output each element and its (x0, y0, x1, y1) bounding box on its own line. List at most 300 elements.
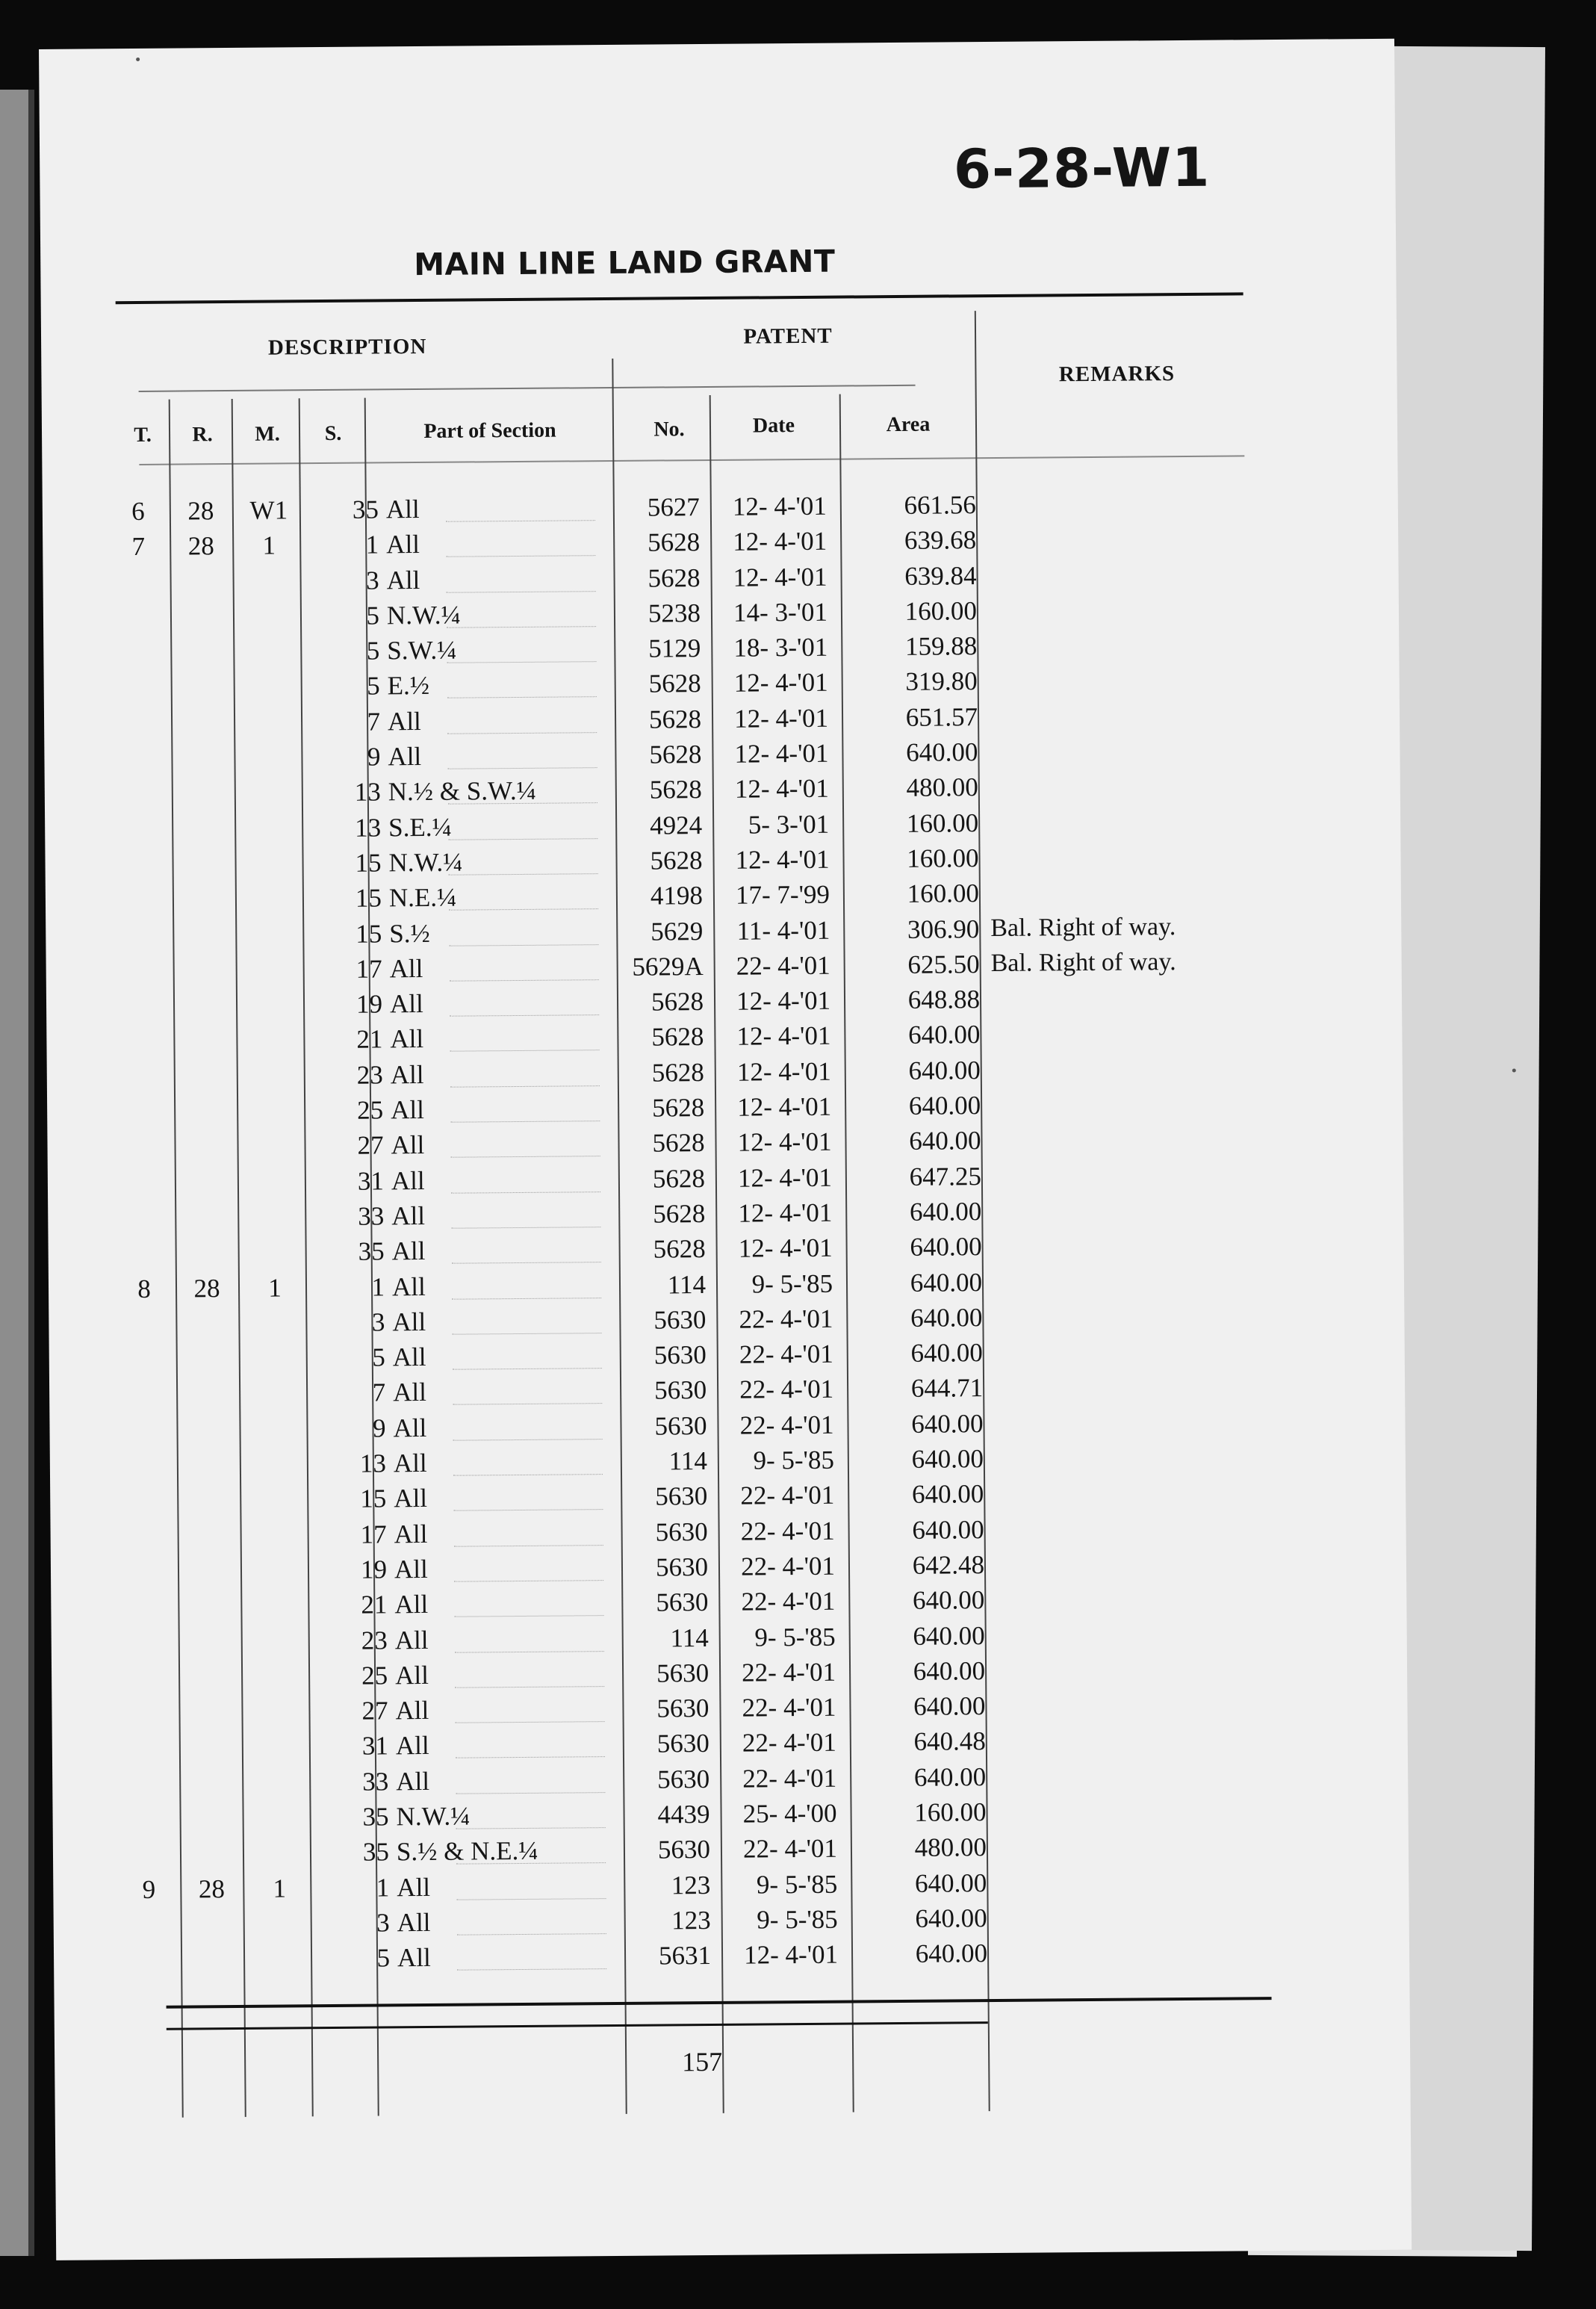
part-of-section-cell: All (394, 1484, 428, 1513)
patent-number-cell: 5628 (651, 1057, 704, 1088)
col-header-m: M. (255, 422, 280, 446)
leader-dots (457, 1968, 606, 1971)
part-of-section-cell: N.E.¼ (388, 882, 457, 913)
area-cell: 640.00 (909, 1126, 981, 1156)
range-cell: 28 (187, 531, 214, 561)
area-cell: 661.56 (904, 490, 976, 520)
patent-number-cell: 4439 (657, 1800, 710, 1829)
part-of-section-cell: All (390, 1024, 424, 1054)
area-cell: 640.00 (910, 1338, 983, 1369)
part-of-section-cell: All (394, 1625, 429, 1655)
meridian-cell (243, 1520, 310, 1521)
section-cell: 1 (371, 1271, 385, 1302)
area-cell: 640.00 (913, 1620, 985, 1651)
leader-dots (447, 661, 596, 663)
leader-dots (453, 1368, 602, 1370)
leader-dots (447, 732, 597, 734)
leader-dots (454, 1580, 603, 1582)
patent-number-cell: 5630 (653, 1304, 707, 1335)
patent-number-cell: 5628 (652, 1163, 706, 1194)
patent-date-cell: 22- 4-'01 (742, 1763, 837, 1794)
section-cell: 19 (355, 989, 383, 1019)
patent-date-cell: 12- 4-'01 (733, 527, 828, 557)
area-cell: 644.71 (910, 1373, 984, 1404)
patent-date-cell: 25- 4-'00 (742, 1798, 837, 1829)
range-cell: 28 (198, 1873, 225, 1903)
section-cell: 19 (360, 1555, 388, 1584)
meridian-cell: W1 (249, 495, 288, 525)
leader-dots (448, 838, 597, 840)
area-cell: 640.00 (914, 1868, 987, 1898)
range-cell: 28 (193, 1273, 220, 1303)
part-of-section-cell: All (388, 742, 422, 772)
patent-date-cell: 9- 5-'85 (757, 1904, 838, 1935)
meridian-cell: 1 (262, 530, 276, 560)
description-header: DESCRIPTION (267, 334, 427, 360)
meridian-cell (240, 1167, 308, 1168)
meridian-cell (243, 1485, 310, 1486)
section-cell: 3 (371, 1307, 385, 1337)
section-cell: 5 (376, 1943, 391, 1973)
leader-dots (450, 1085, 600, 1088)
section-cell: 1 (365, 530, 379, 560)
patent-date-cell: 12- 4-'01 (734, 703, 829, 734)
patent-header: PATENT (743, 323, 833, 349)
leader-dots (451, 1227, 600, 1229)
area-cell: 640.00 (910, 1232, 982, 1262)
part-of-section-cell: All (392, 1377, 427, 1407)
section-cell: 7 (367, 707, 381, 737)
paper-speck (1512, 1069, 1516, 1073)
patent-date-cell: 9- 5-'85 (751, 1268, 833, 1299)
patent-date-cell: 22- 4-'01 (739, 1374, 834, 1405)
leader-dots (453, 1474, 603, 1476)
part-of-section-cell: All (392, 1307, 426, 1337)
area-cell: 640.48 (913, 1726, 986, 1757)
document-page (39, 39, 1412, 2260)
patent-date-cell: 12- 4-'01 (734, 738, 829, 769)
patent-date-cell: 5- 3-'01 (748, 809, 830, 840)
patent-number-cell: 5630 (655, 1552, 709, 1582)
page-footer-rule (167, 2021, 988, 2030)
area-cell: 639.68 (904, 525, 977, 556)
patent-date-cell: 12- 4-'01 (733, 668, 828, 698)
area-cell: 639.84 (904, 560, 977, 591)
patent-date-cell: 22- 4-'01 (739, 1339, 833, 1369)
patent-number-cell: 5630 (655, 1481, 708, 1511)
area-cell: 480.00 (914, 1832, 987, 1863)
leader-dots (450, 979, 599, 982)
patent-date-cell: 18- 3-'01 (733, 632, 828, 663)
leader-dots (447, 626, 596, 628)
patent-date-cell: 12- 4-'01 (736, 1056, 831, 1087)
area-cell: 640.00 (907, 1020, 981, 1050)
meridian-cell (240, 1202, 308, 1203)
patent-number-cell: 5628 (652, 1093, 705, 1123)
section-cell: 21 (361, 1590, 388, 1620)
patent-number-cell: 5630 (656, 1658, 709, 1688)
area-cell: 648.88 (907, 985, 981, 1015)
range-cell: 28 (187, 496, 214, 526)
part-of-section-cell: All (386, 530, 420, 560)
patent-date-cell: 14- 3-'01 (733, 597, 828, 627)
part-of-section-cell: N.½ & S.W.¼ (388, 776, 537, 807)
leader-dots (453, 1333, 602, 1335)
patent-number-cell: 114 (668, 1446, 708, 1476)
part-of-section-cell: N.W.¼ (386, 600, 461, 630)
part-of-section-cell: All (385, 495, 420, 524)
section-cell: 5 (366, 636, 380, 666)
patent-date-cell: 22- 4-'01 (741, 1586, 836, 1617)
col-header-no: No. (653, 418, 685, 441)
leader-dots (449, 944, 598, 946)
section-cell: 3 (376, 1908, 390, 1938)
part-of-section-cell: All (391, 1200, 426, 1231)
part-of-section-cell: All (391, 1165, 425, 1195)
part-of-section-cell: All (389, 989, 423, 1019)
patent-date-cell: 22- 4-'01 (740, 1551, 836, 1581)
patent-number-cell: 5628 (651, 1022, 704, 1053)
patent-number-cell: 5630 (655, 1516, 708, 1547)
meridian-cell (237, 672, 304, 673)
patent-date-cell: 22- 4-'01 (740, 1516, 835, 1546)
page-number: 157 (682, 2046, 723, 2077)
leader-dots (453, 1439, 603, 1441)
page-title: MAIN LINE LAND GRANT (414, 243, 836, 283)
area-cell: 640.00 (913, 1691, 986, 1721)
part-of-section-cell: All (397, 1943, 431, 1973)
section-cell: 27 (361, 1696, 388, 1726)
patent-number-cell: 5628 (652, 1128, 705, 1158)
leader-dots (456, 1757, 605, 1759)
col-header-r: R. (192, 423, 213, 447)
section-cell: 15 (355, 848, 382, 878)
section-cell: 35 (362, 1802, 389, 1832)
area-cell: 651.57 (905, 701, 978, 732)
patent-number-cell: 123 (671, 1905, 711, 1935)
township-cell: 9 (142, 1874, 156, 1904)
part-of-section-cell: All (394, 1660, 429, 1690)
patent-number-cell: 5628 (649, 740, 702, 769)
part-of-section-cell: All (394, 1554, 428, 1584)
part-of-section-cell: All (387, 706, 421, 737)
area-cell: 640.00 (913, 1761, 987, 1792)
part-of-section-cell: All (394, 1590, 429, 1620)
area-cell: 642.48 (912, 1550, 985, 1580)
section-cell: 5 (367, 671, 380, 701)
section-cell: 15 (360, 1484, 387, 1513)
meridian-cell (245, 1767, 312, 1768)
leader-dots (456, 1792, 605, 1794)
leader-dots (453, 1404, 602, 1406)
meridian-cell (242, 1379, 309, 1380)
leader-dots (449, 873, 598, 875)
patent-date-cell: 22- 4-'01 (736, 950, 830, 981)
patent-number-cell: 114 (670, 1623, 709, 1652)
leader-dots (456, 1898, 606, 1900)
area-cell: 159.88 (904, 631, 978, 662)
part-of-section-cell: S.½ (389, 918, 430, 948)
area-cell: 640.00 (911, 1444, 984, 1474)
leader-dots (449, 908, 598, 911)
part-of-section-cell: All (393, 1448, 427, 1478)
patent-date-cell: 12- 4-'01 (735, 844, 830, 875)
area-cell: 160.00 (907, 843, 979, 873)
section-cell: 5 (372, 1342, 385, 1372)
area-cell: 160.00 (914, 1797, 987, 1827)
leader-dots (456, 1721, 605, 1723)
patent-number-cell: 5630 (657, 1835, 711, 1865)
patent-date-cell: 11- 4-'01 (736, 915, 830, 946)
meridian-cell (243, 1590, 311, 1591)
meridian-cell: 1 (273, 1873, 287, 1903)
township-cell: 8 (137, 1274, 151, 1304)
patent-number-cell: 5630 (657, 1764, 710, 1794)
leader-dots (455, 1651, 604, 1653)
col-header-s: S. (324, 421, 342, 446)
col-header-area: Area (886, 412, 931, 437)
area-cell: 640.00 (915, 1938, 988, 1969)
part-of-section-cell: All (391, 1095, 425, 1125)
leader-dots (446, 520, 595, 522)
col-header-t: T. (134, 423, 152, 447)
patent-date-cell: 22- 4-'01 (742, 1657, 836, 1687)
patent-number-cell: 5628 (650, 846, 703, 875)
section-cell: 25 (361, 1661, 388, 1690)
patent-number-cell: 5630 (653, 1340, 707, 1370)
remarks-cell: Bal. Right of way. (990, 947, 1176, 977)
patent-date-cell: 9- 5-'85 (754, 1622, 836, 1652)
leader-dots (447, 697, 597, 699)
leader-dots (452, 1262, 601, 1264)
part-of-section-cell: All (397, 1872, 431, 1902)
section-cell: 15 (355, 918, 382, 949)
area-cell: 640.00 (910, 1267, 983, 1298)
patent-date-cell: 12- 4-'01 (737, 1162, 833, 1193)
header-mid-rule (139, 385, 916, 392)
area-cell: 640.00 (909, 1197, 982, 1227)
facing-page-edge (0, 90, 33, 2256)
patent-number-cell: 123 (671, 1870, 711, 1900)
patent-date-cell: 9- 5-'85 (756, 1869, 838, 1900)
meridian-cell (237, 813, 305, 814)
area-cell: 160.00 (907, 878, 980, 909)
patent-date-cell: 12- 4-'01 (734, 774, 829, 805)
meridian-cell (237, 778, 305, 779)
leader-dots (453, 1509, 603, 1511)
section-cell: 23 (356, 1060, 383, 1090)
area-cell: 640.00 (911, 1479, 984, 1510)
section-cell: 3 (365, 565, 379, 595)
patent-number-cell: 5627 (647, 492, 700, 522)
patent-number-cell: 5629 (650, 916, 704, 946)
meridian-cell (243, 1449, 310, 1450)
patent-number-cell: 5631 (658, 1941, 712, 1971)
part-of-section-cell: All (389, 953, 423, 984)
meridian-cell (241, 1308, 308, 1309)
section-cell: 15 (355, 883, 382, 913)
area-cell: 640.00 (910, 1302, 983, 1333)
patent-date-cell: 22- 4-'01 (739, 1410, 834, 1440)
part-of-section-cell: S.½ & N.E.¼ (396, 1836, 538, 1867)
patent-date-cell: 22- 4-'01 (742, 1692, 836, 1723)
area-cell: 640.00 (912, 1585, 985, 1616)
leader-dots (452, 1298, 601, 1300)
remarks-cell: Bal. Right of way. (990, 912, 1176, 942)
leader-dots (454, 1545, 603, 1547)
area-cell: 647.25 (909, 1161, 982, 1191)
table-bottom-rule (167, 1997, 1272, 2009)
patent-number-cell: 4198 (650, 881, 704, 911)
patent-number-cell: 5630 (653, 1375, 707, 1406)
patent-number-cell: 5238 (648, 598, 701, 628)
area-cell: 640.00 (908, 1055, 981, 1085)
patent-number-cell: 5129 (648, 633, 701, 663)
area-cell: 319.80 (905, 666, 978, 697)
patent-number-cell: 5630 (656, 1729, 709, 1758)
patent-date-cell: 12- 4-'01 (736, 1021, 831, 1052)
meridian-cell (237, 707, 304, 708)
section-cell: 17 (355, 954, 382, 984)
section-code: 6-28-W1 (953, 135, 1211, 201)
leader-dots (447, 591, 596, 593)
patent-number-cell: 5630 (654, 1410, 707, 1441)
patent-number-cell: 5628 (648, 527, 701, 557)
leader-dots (455, 1686, 604, 1688)
part-of-section-cell: All (393, 1413, 427, 1443)
part-of-section-cell: All (391, 1236, 426, 1266)
meridian-cell: 1 (268, 1273, 282, 1303)
leader-dots (448, 767, 597, 769)
remarks-header: REMARKS (1058, 362, 1176, 387)
area-cell: 640.00 (906, 737, 978, 767)
patent-date-cell: 12- 4-'01 (737, 1127, 832, 1158)
section-cell: 9 (367, 742, 381, 772)
patent-number-cell: 114 (667, 1269, 707, 1299)
part-of-section-cell: All (396, 1766, 430, 1797)
section-cell: 13 (355, 813, 382, 843)
land-grant-table (43, 487, 1410, 1982)
paper-speck (136, 58, 140, 61)
section-cell: 1 (376, 1872, 390, 1903)
meridian-cell (236, 601, 303, 602)
part-of-section-cell: All (390, 1059, 424, 1090)
part-of-section-cell: All (395, 1696, 429, 1726)
part-of-section-cell: N.W.¼ (388, 847, 463, 878)
section-cell: 27 (357, 1130, 384, 1161)
part-of-section-cell: All (386, 565, 420, 595)
header-bottom-rule (139, 455, 1244, 465)
section-cell: 33 (358, 1201, 385, 1231)
section-cell: 31 (361, 1731, 389, 1761)
patent-date-cell: 12- 4-'01 (732, 491, 827, 521)
area-cell: 160.00 (904, 596, 978, 626)
patent-date-cell: 12- 4-'01 (744, 1939, 839, 1970)
patent-number-cell: 5630 (656, 1587, 709, 1617)
section-cell: 35 (358, 1236, 385, 1266)
meridian-cell (243, 1555, 311, 1556)
leader-dots (451, 1156, 600, 1158)
leader-dots (451, 1191, 600, 1194)
part-of-section-cell: All (391, 1271, 426, 1301)
patent-date-cell: 9- 5-'85 (753, 1445, 835, 1475)
patent-number-cell: 5628 (648, 562, 701, 593)
patent-date-cell: 22- 4-'01 (739, 1304, 833, 1334)
part-of-section-cell: E.½ (387, 671, 430, 701)
patent-number-cell: 4924 (650, 810, 703, 840)
area-cell: 480.00 (906, 772, 978, 803)
leader-dots (450, 1014, 599, 1017)
meridian-cell (242, 1414, 309, 1415)
section-cell: 31 (357, 1166, 385, 1196)
area-cell: 640.00 (912, 1514, 984, 1545)
part-of-section-cell: All (394, 1519, 428, 1549)
area-cell: 640.00 (915, 1903, 987, 1933)
section-cell: 17 (360, 1519, 387, 1549)
patent-number-cell: 5629A (632, 951, 704, 982)
meridian-cell (239, 990, 306, 991)
part-of-section-cell: All (397, 1907, 431, 1938)
meridian-cell (236, 636, 303, 637)
part-of-section-cell: All (391, 1130, 425, 1160)
section-cell: 7 (372, 1377, 386, 1407)
section-cell: 13 (354, 777, 381, 808)
meridian-cell (244, 1661, 311, 1662)
section-cell: 35 (352, 495, 379, 524)
patent-date-cell: 12- 4-'01 (736, 985, 831, 1016)
area-cell: 625.50 (907, 949, 980, 979)
part-of-section-cell: S.W.¼ (387, 635, 457, 666)
meridian-cell (244, 1626, 311, 1627)
section-cell: 9 (372, 1413, 386, 1443)
part-of-section-cell: All (392, 1342, 426, 1372)
part-of-section-cell: S.E.¼ (388, 812, 452, 843)
meridian-cell (240, 1096, 307, 1097)
area-cell: 640.00 (911, 1408, 984, 1439)
meridian-cell (235, 566, 302, 567)
patent-date-cell: 12- 4-'01 (738, 1233, 833, 1263)
section-cell: 33 (362, 1767, 389, 1797)
patent-date-cell: 22- 4-'01 (742, 1833, 838, 1864)
patent-date-cell: 12- 4-'01 (733, 562, 828, 592)
patent-date-cell: 12- 4-'01 (738, 1197, 833, 1228)
col-header-date: Date (752, 414, 795, 438)
leader-dots (457, 1933, 606, 1935)
patent-number-cell: 5628 (653, 1198, 706, 1229)
section-cell: 35 (362, 1837, 390, 1867)
area-cell: 306.90 (907, 914, 980, 944)
patent-number-cell: 5628 (648, 669, 701, 699)
patent-date-cell: 12- 4-'01 (737, 1091, 832, 1122)
patent-date-cell: 22- 4-'01 (742, 1728, 836, 1758)
leader-dots (450, 1050, 600, 1053)
section-cell: 23 (361, 1625, 388, 1655)
patent-number-cell: 5630 (656, 1693, 709, 1723)
leader-dots (456, 1827, 606, 1829)
patent-number-cell: 5628 (653, 1234, 706, 1264)
leader-dots (450, 1121, 600, 1123)
area-cell: 640.00 (908, 1091, 981, 1121)
section-cell: 25 (357, 1095, 384, 1125)
patent-date-cell: 17- 7-'99 (735, 879, 830, 910)
area-cell: 160.00 (906, 808, 979, 838)
leader-dots (454, 1615, 603, 1617)
meridian-cell (241, 1237, 308, 1238)
area-cell: 640.00 (913, 1655, 986, 1686)
patent-number-cell: 5628 (650, 987, 704, 1017)
leader-dots (446, 555, 595, 557)
part-of-section-cell: All (395, 1731, 429, 1761)
